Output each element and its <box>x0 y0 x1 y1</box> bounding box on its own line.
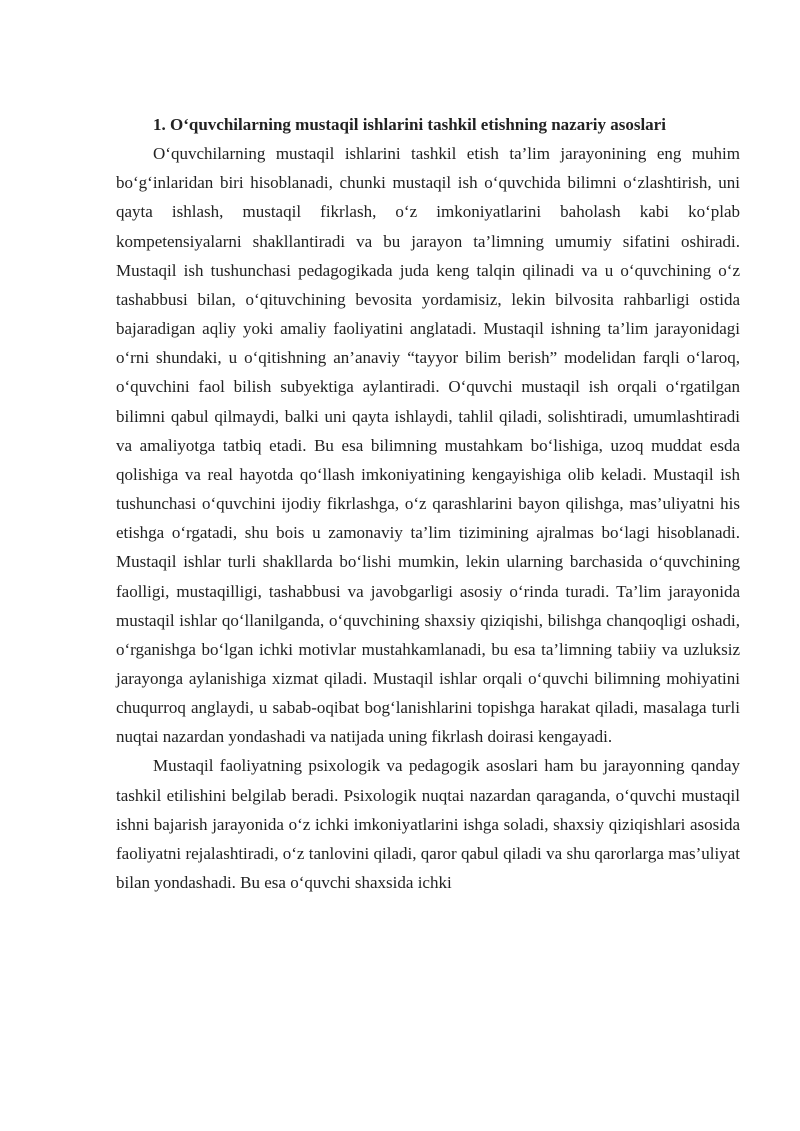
section-heading: 1. O‘quvchilarning mustaqil ishlarini tashkil etishning nazariy asoslari <box>153 115 666 134</box>
body-paragraph-2: Mustaqil faoliyatning psixologik va pedagogik asoslari ham bu jarayonning qanday tashkil etilishini belgilab beradi. Psixologik nuqtai nazardan qaraganda, o‘quvchi mustaqil ishni bajarish jarayonida o‘z ichki imkoniyatlarini ishga soladi, shaxsiy qiziqishlari asosida faoliyatni rejalashtiradi, o‘z tanlovini qiladi, qaror qabul qiladi va shu qarorlarga mas’uliyat bilan yondashadi. Bu esa o‘quvchi shaxsida ichki <box>116 756 740 893</box>
body-paragraph-1: O‘quvchilarning mustaqil ishlarini tashkil etish ta’lim jarayonining eng muhim bo‘g‘inlaridan biri hisoblanadi, chunki mustaqil ish o‘quvchida bilimni o‘zlashtirish, uni qayta ishlash, mustaqil fikrlash, o‘z imkoniyatlarini baholash kabi ko‘plab kompetensiyalarni shakllantiradi va bu jarayon ta’limning umumiy sifatini oshiradi. Mustaqil ish tushunchasi pedagogikada juda keng talqin qilinadi va u o‘quvchining o‘z tashabbusi bilan, o‘qituvchining bevosita yordamisiz, lekin bilvosita rahbarligi ostida bajaradigan aqliy yoki amaliy faoliyatini anglatadi. Mustaqil ishning ta’lim jarayonidagi o‘rni shundaki, u o‘qitishning an’anaviy “tayyor bilim berish” modelidan farqli o‘laroq, o‘quvchini faol bilish subyektiga aylantiradi. O‘quvchi mustaqil ish orqali o‘rgatilgan bilimni qabul qilmaydi, balki uni qayta ishlaydi, tahlil qiladi, solishtiradi, umumlashtiradi va amaliyotga tatbiq etadi. Bu esa bilimning mustahkam bo‘lishiga, uzoq muddat esda qolishiga va real hayotda qo‘llash imkoniyatining kengayishiga olib keladi. Mustaqil ish tushunchasi o‘quvchini ijodiy fikrlashga, o‘z qarashlarini bayon qilishga, mas’uliyatni his etishga o‘rgatadi, shu bois u zamonaviy ta’lim tizimining ajralmas bo‘lagi hisoblanadi. Mustaqil ishlar turli shakllarda bo‘lishi mumkin, lekin ularning barchasida o‘quvchining faolligi, mustaqilligi, tashabbusi va javobgarligi asosiy o‘rinda turadi. Ta’lim jarayonida mustaqil ishlar qo‘llanilganda, o‘quvchining shaxsiy qiziqishi, bilishga chanqoqligi oshadi, o‘rganishga bo‘lgan ichki motivlar mustahkamlanadi, bu esa ta’limning tabiiy va uzluksiz jarayonga aylanishiga xizmat qiladi. Mustaqil ishlar orqali o‘quvchi bilimning mohiyatini chuqurroq anglaydi, u sabab-oqibat bog‘lanishlarini topishga harakat qiladi, masalaga turli nuqtai nazardan yondashadi va natijada uning fikrlash doirasi kengayadi. <box>116 144 740 747</box>
document-page <box>116 110 740 897</box>
